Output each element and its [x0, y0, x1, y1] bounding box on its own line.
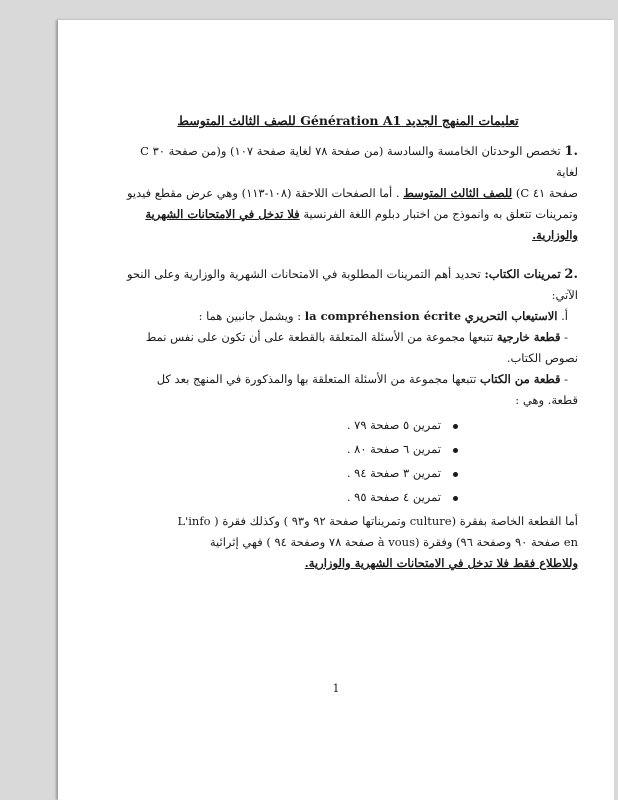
item-book-passage: - قطعة من الكتاب تتبعها مجموعة من الأسئلة المتعلقة بها والمذكورة في المنهج بعد كل — [156, 372, 568, 386]
list-item: تمرين ٣ صفحة ٩٤ . — [118, 463, 458, 483]
note-line3: وللاطلاع فقط فلا تدخل في الامتحانات الشهرية والوزارية. — [304, 556, 578, 570]
item-external-passage: - قطعة خارجية تتبعها مجموعة من الأسئلة المتعلقة بالقطعة على أن تكون على نفس نمط — [145, 330, 568, 344]
section1-line2: صفحة ٤١ C) للصف الثالث المتوسط . أما الصفحات اللاحقة (١٠٨-١١٣) وهي عرض مقطع فيديو — [126, 186, 578, 200]
list-item: تمرين ٦ صفحة ٨٠ . — [118, 439, 458, 459]
section1-line1: .1 تخصص الوحدتان الخامسة والسادسة (من صفحة ٧٨ لغاية صفحة ١٠٧) و(من صفحة ٣٠ C لغاية — [140, 144, 578, 179]
item-external-passage-cont: نصوص الكتاب. — [506, 351, 578, 365]
bullet-icon — [453, 424, 458, 429]
grade-label: للصف الثالث المتوسط — [403, 186, 513, 200]
bullet-icon — [453, 472, 458, 477]
item-book-passage-cont: قطعة. وهي : — [515, 393, 578, 407]
note-line2: en صفحة ٩٠ وصفحة ٩٦) وفقرة (à vous صفحة ٧٨ وصفحة ٩٤ ) فهي إثرائية — [209, 535, 578, 549]
section1-number: .1 — [564, 144, 578, 159]
section2-heading: تمرينات الكتاب: — [484, 267, 561, 281]
exclusion-note: فلا تدخل في الامتحانات الشهرية — [145, 207, 300, 221]
page-number: 1 — [332, 682, 340, 695]
french-term: la compréhension écrite — [304, 309, 462, 323]
section2-number: .2 — [564, 267, 578, 282]
exercise-list — [118, 415, 578, 507]
section2-intro: .2 تمرينات الكتاب: تحديد أهم التمرينات المطلوبة في الامتحانات الشهرية والوزارية وعلى النحو الآتي: — [126, 267, 578, 302]
document-page — [58, 20, 614, 800]
document-title: تعليمات المنهج الجديد Génération A1 للصف الثالث المتوسط — [177, 113, 519, 128]
bullet-icon — [453, 496, 458, 501]
section1-line3: وتمرينات تتعلق به وانموذج من اختبار دبلوم اللغة الفرنسية فلا تدخل في الامتحانات الشهرية — [145, 207, 578, 221]
note-line1: أما القطعة الخاصة بفقرة (culture وتمريناتها صفحة ٩٢ و٩٣ ) وكذلك فقرة ( L'info — [177, 514, 578, 528]
list-item: تمرين ٥ صفحة ٧٩ . — [118, 415, 458, 435]
section1-line4: والوزارية. — [532, 228, 578, 242]
document-body — [118, 110, 578, 574]
bullet-icon — [453, 448, 458, 453]
list-item: تمرين ٤ صفحة ٩٥ . — [118, 487, 458, 507]
subsection-a: أ. الاستيعاب التحريري la compréhension écrite : ويشمل جانبين هما : — [198, 309, 568, 323]
